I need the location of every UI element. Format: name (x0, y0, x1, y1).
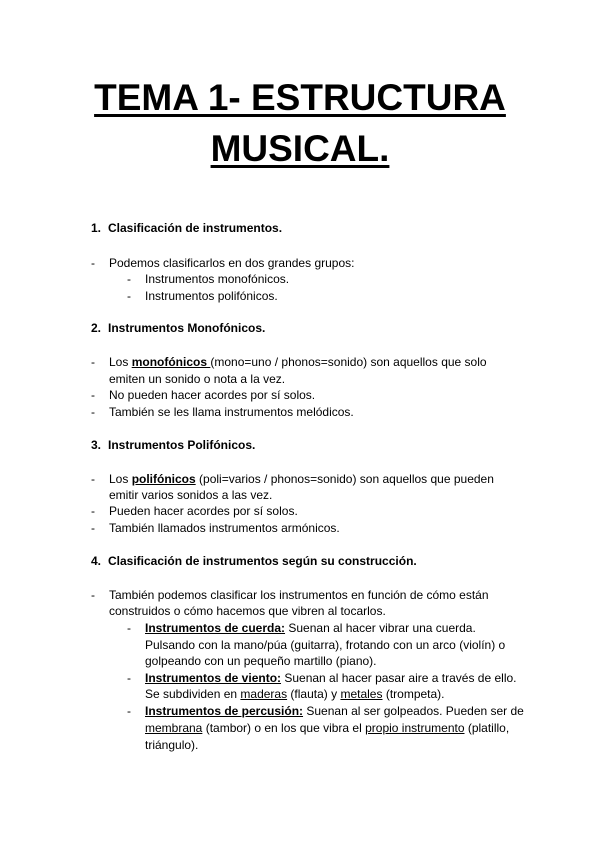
section-2-bullet-2: No pueden hacer acordes por sí solos. (109, 388, 316, 402)
bullet-dash: - (91, 256, 95, 270)
section-3-heading: 3. Instrumentos Polifónicos. (91, 438, 256, 452)
percusion-line-1: Instrumentos de percusión: Suenan al ser golpeados. Pueden ser de (145, 704, 524, 718)
bullet-dash: - (91, 405, 95, 419)
sub-bullet-dash: - (127, 621, 131, 635)
page-title-line-2: MUSICAL. (210, 128, 390, 169)
sub-bullet-dash: - (127, 671, 131, 685)
bullet-dash: - (91, 588, 95, 602)
term-instrumentos-de-viento: Instrumentos de viento: (145, 671, 282, 685)
section-3-bullet-1: Los polifónicos (poli=varios / phonos=sonido) son aquellos que pueden (109, 472, 494, 486)
term-metales: metales (340, 687, 383, 701)
sub-bullet-dash: - (127, 289, 131, 303)
section-1-intro: Podemos clasificarlos en dos grandes grupos: (109, 256, 355, 270)
section-3-bullet-3: También llamados instrumentos armónicos. (109, 521, 340, 535)
section-4-intro-line-1: También podemos clasificar los instrumentos en función de cómo están (109, 588, 489, 602)
bullet-dash: - (91, 472, 95, 486)
term-propio-instrumento: propio instrumento (365, 721, 465, 735)
section-4-intro-line-2: construidos o cómo hacemos que vibren al tocarlos. (109, 604, 386, 618)
section-3-bullet-2: Pueden hacer acordes por sí solos. (109, 504, 298, 518)
term-maderas: maderas (240, 687, 288, 701)
section-1-sub-item: Instrumentos monofónicos. (145, 272, 290, 286)
term-monofonicos: monofónicos (131, 355, 211, 369)
viento-line-2: Se subdividen en maderas (flauta) y metales (trompeta). (145, 687, 445, 701)
bullet-dash: - (91, 355, 95, 369)
term-instrumentos-de-cuerda: Instrumentos de cuerda: (145, 621, 286, 635)
cuerda-line-2: Pulsando con la mano/púa (guitarra), frotando con un arco (violín) o (145, 638, 506, 652)
section-4-heading: 4. Clasificación de instrumentos según su construcción. (91, 554, 417, 568)
section-2-bullet-1-cont: emiten un sonido o nota a la vez. (109, 372, 286, 386)
sub-bullet-dash: - (127, 704, 131, 718)
percusion-line-2: membrana (tambor) o en los que vibra el propio instrumento (platillo, (145, 721, 510, 735)
section-2-bullet-1: Los monofónicos (mono=uno / phonos=sonido) son aquellos que solo (109, 355, 487, 369)
term-instrumentos-de-percusion: Instrumentos de percusión: (145, 704, 304, 718)
percusion-line-3: triángulo). (145, 738, 199, 752)
bullet-dash: - (91, 388, 95, 402)
cuerda-line-1: Instrumentos de cuerda: Suenan al hacer vibrar una cuerda. (145, 621, 476, 635)
bullet-dash: - (91, 521, 95, 535)
section-1-heading: 1. Clasificación de instrumentos. (91, 221, 283, 235)
cuerda-line-3: golpeando con un pequeño martillo (piano). (145, 654, 377, 668)
viento-line-1: Instrumentos de viento: Suenan al hacer pasar aire a través de ello. (145, 671, 517, 685)
term-polifonicos: polifónicos (131, 472, 196, 486)
section-3-bullet-1-cont: emitir varios sonidos a las vez. (109, 488, 273, 502)
page-title-line-1: TEMA 1- ESTRUCTURA (94, 77, 506, 118)
sub-bullet-dash: - (127, 272, 131, 286)
section-1-sub-item: Instrumentos polifónicos. (145, 289, 278, 303)
section-2-bullet-3: También se les llama instrumentos melódicos. (109, 405, 354, 419)
term-membrana: membrana (145, 721, 203, 735)
bullet-dash: - (91, 504, 95, 518)
section-2-heading: 2. Instrumentos Monofónicos. (91, 321, 266, 335)
